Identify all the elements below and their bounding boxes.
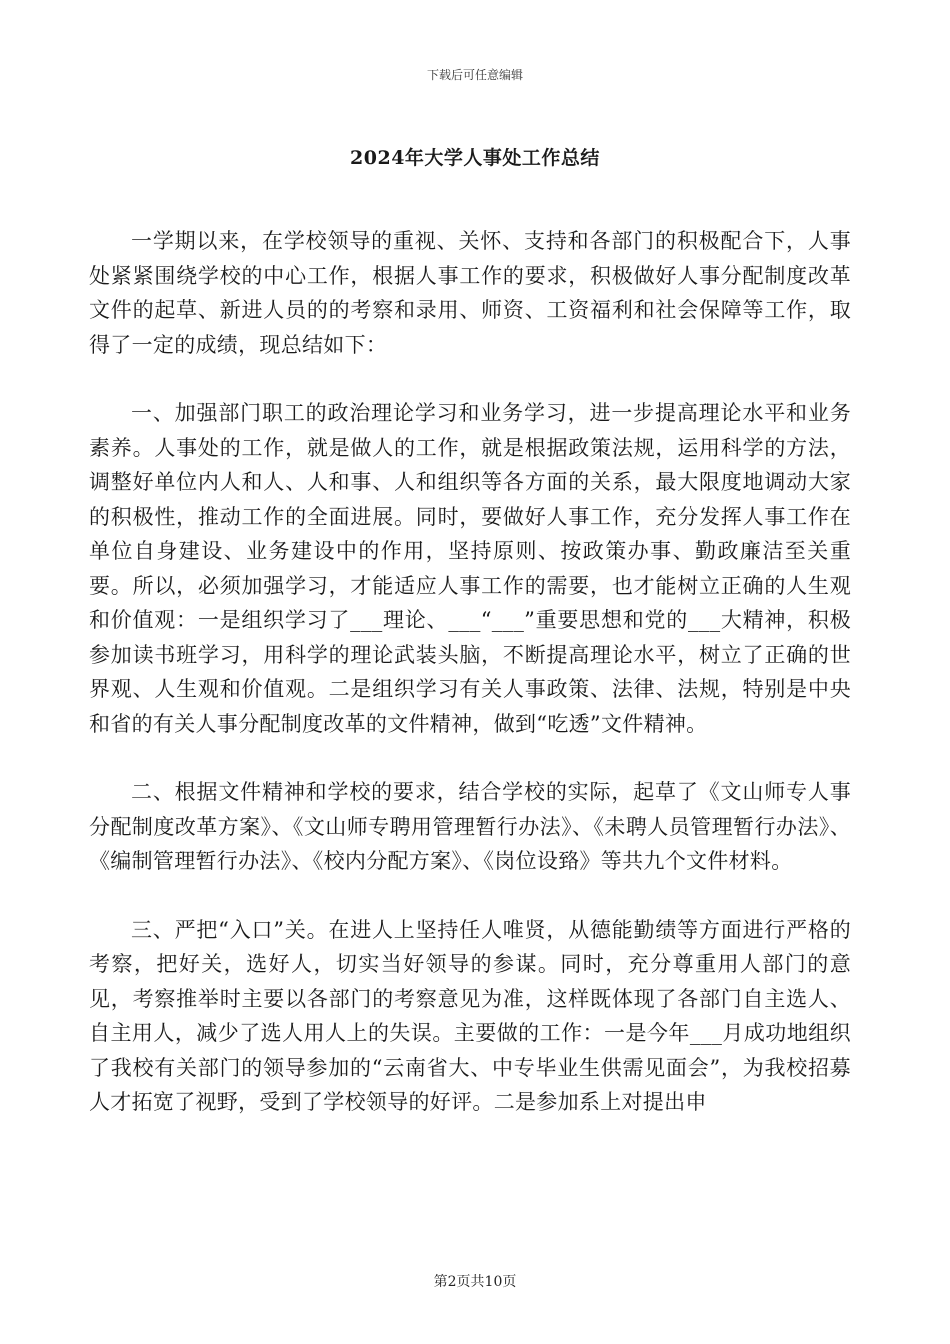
page-number: 第2页共10页 (433, 1274, 517, 1290)
paragraph-section-1: 一、加强部门职工的政治理论学习和业务学习，进一步提高理论水平和业务素养。人事处的工作，就是做人的工作，就是根据政策法规，运用科学的方法，调整好单位内人和人、人和事、人和组织等各方面的关系，最大限度地调动大家的积极性，推动工作的全面进展。同时，要做好人事工作，充分发挥人事工作在单位自身建设、业务建设中的作用，坚持原则、按政策办事、勤政廉洁至关重要。所以，必须加强学习，才能适应人事工作的需要，也才能树立正确的人生观和价值观：一是组织学习了___理论、___“___”重要思想和党的___大精神，积极参加读书班学习，用科学的理论武装头脑，不断提高理论水平，树立了正确的世界观、人生观和价值观。二是组织学习有关人事政策、法律、法规，特别是中央和省的有关人事分配制度改革的文件精神，做到“吃透”文件精神。 (89, 401, 851, 736)
document-body (89, 224, 851, 1154)
header-note: 下载后可任意编辑 (426, 68, 523, 82)
paragraph-section-3: 三、严把“入口”关。在进人上坚持任人唯贤，从德能勤绩等方面进行严格的考察，把好关，选好人，切实当好领导的参谋。同时，充分尊重用人部门的意见，考察推举时主要以各部门的考察意见为准，这样既体现了各部门自主选人、自主用人，减少了选人用人上的失误。主要做的工作：一是今年___月成功地组织了我校有关部门的领导参加的“云南省大、中专毕业生供需见面会”，为我校招募人才拓宽了视野，受到了学校领导的好评。二是参加系上对提出申 (89, 917, 851, 1114)
paragraph-section-2: 二、根据文件精神和学校的要求，结合学校的实际，起草了《文山师专人事分配制度改革方案》、《文山师专聘用管理暂行办法》、《未聘人员管理暂行办法》、《编制管理暂行办法》、《校内分配方案》、《岗位设臵》等共九个文件材料。 (89, 780, 851, 873)
document-title: 2024年大学人事处工作总结 (350, 147, 600, 169)
paragraph-intro: 一学期以来，在学校领导的重视、关怀、支持和各部门的积极配合下，人事处紧紧围绕学校的中心工作，根据人事工作的要求，积极做好人事分配制度改革文件的起草、新进人员的的考察和录用、师资、工资福利和社会保障等工作，取得了一定的成绩，现总结如下： (89, 229, 851, 357)
